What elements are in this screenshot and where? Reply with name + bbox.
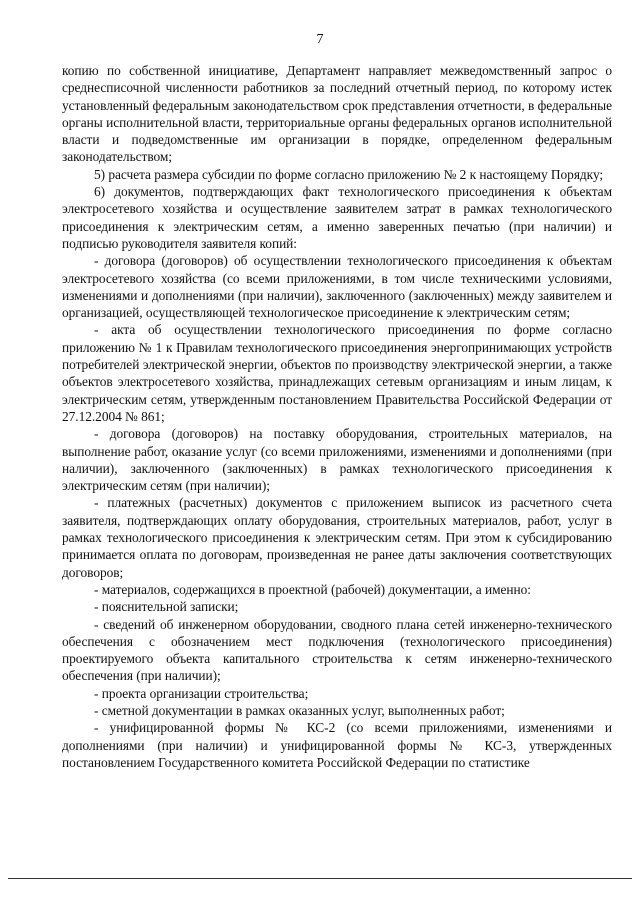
- paragraph: - унифицированной формы № КС-2 (со всеми приложениями, изменениями и дополнениями (при наличии) и унифицированной формы № КС-3, утвержденных постановлением Государственного комитета Российской Федерации по статистике: [62, 720, 612, 770]
- paragraph: - проекта организации строительства;: [94, 685, 309, 701]
- paragraph: копию по собственной инициативе, Департамент направляет межведомственный запрос о среднесписочной численности работников за последний отчетный период, по которому истек установленный федеральным законодательством срок представления отчетности, в федеральные органы исполнительной власти, территориальные органы федеральных органов исполнительной власти и подведомственные им организации в порядке, определенном федеральным законодательством;: [62, 63, 612, 165]
- paragraph: - договора (договоров) об осуществлении технологического присоединения к объектам электросетевого хозяйства (со всеми приложениями, в том числе техническими условиями, изменениями и дополнениями (при наличии), заключенного (заключенных) между заявителем и организацией, осуществляющей технологическое присоединение к электрическим сетям;: [62, 253, 612, 321]
- page-number: 7: [316, 32, 324, 47]
- paragraph: - платежных (расчетных) документов с приложением выписок из расчетного счета заявителя, подтверждающих оплату оборудования, строительных материалов, работ, услуг в рамках технологического присоединения к электрическим сетям. При этом к субсидированию принимается оплата по договорам, произведенная не ранее даты заключения соответствующих договоров;: [62, 495, 612, 580]
- document-body: [62, 62, 612, 771]
- paragraph: - материалов, содержащихся в проектной (рабочей) документации, а именно:: [94, 581, 531, 597]
- paragraph: 5) расчета размера субсидии по форме согласно приложению № 2 к настоящему Порядку;: [94, 166, 604, 182]
- paragraph: - сметной документации в рамках оказанных услуг, выполненных работ;: [94, 702, 505, 718]
- paragraph: - договора (договоров) на поставку оборудования, строительных материалов, на выполнение работ, оказание услуг (со всеми приложениями, изменениями и дополнениями (при наличии), заключенного (заключенных) в рамках технологического присоединения к электрическим сетям (при наличии);: [62, 426, 612, 494]
- paragraph: - акта об осуществлении технологического присоединения по форме согласно приложению № 1 к Правилам технологического присоединения энергопринимающих устройств потребителей электрической энергии, объектов по производству электрической энергии, а также объектов электросетевого хозяйства, принадлежащих сетевым организациям и иным лицам, к электрическим сетям, утвержденным постановлением Правительства Российской Федерации от 27.12.2004 № 861;: [62, 322, 612, 424]
- paragraph: - сведений об инженерном оборудовании, сводного плана сетей инженерно-технического обеспечения с обозначением мест подключения (технологического присоединения) проектируемого объекта капитального строительства к сетям инженерно-технического обеспечения (при наличии);: [62, 616, 612, 684]
- bottom-rule: [8, 878, 632, 879]
- paragraph: 6) документов, подтверждающих факт технологического присоединения к объектам электросетевого хозяйства и осуществление заявителем затрат в рамках технологического присоединения к электрическим сетям, а именно заверенных печатью (при наличии) и подписью руководителя заявителя копий:: [62, 184, 612, 251]
- paragraph: - пояснительной записки;: [94, 599, 239, 615]
